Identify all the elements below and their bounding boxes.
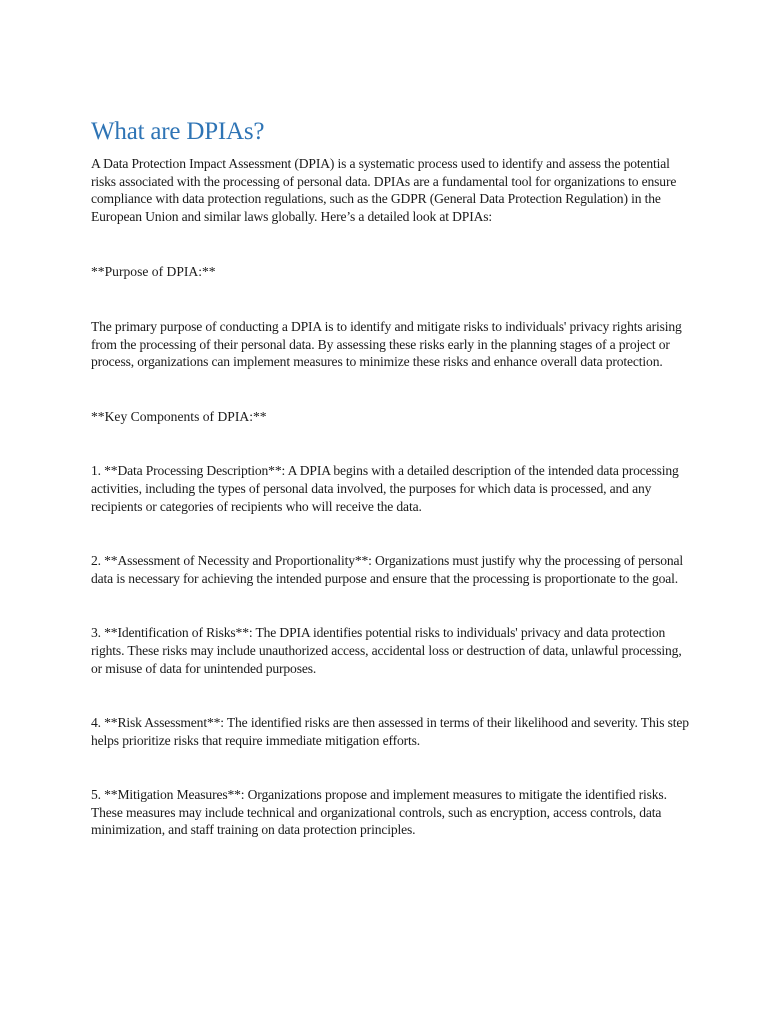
- spacer: [91, 515, 691, 552]
- page-title: What are DPIAs?: [91, 118, 265, 145]
- spacer: [91, 677, 691, 714]
- purpose-heading: **Purpose of DPIA:**: [91, 264, 216, 280]
- spacer: [91, 281, 691, 318]
- component-item-5: 5. **Mitigation Measures**: Organizations propose and implement measures to mitigate the identified risks. These measures may include technical and organizational controls, such as encryption, access controls, data minimization, and staff training on data protection principles.: [91, 787, 667, 838]
- spacer: [91, 425, 691, 462]
- components-heading: **Key Components of DPIA:**: [91, 408, 267, 424]
- spacer: [91, 225, 691, 263]
- intro-paragraph: A Data Protection Impact Assessment (DPIA) is a systematic process used to identify and assess the potential risks associated with the processing of personal data. DPIAs are a fundamental tool for organizations to ensure compliance with data protection regulations, such as the GDPR (General Data Protection Regulation) in the European Union and similar laws globally. Here’s a detailed look at DPIAs:: [91, 156, 677, 224]
- spacer: [91, 587, 691, 624]
- spacer: [91, 749, 691, 786]
- spacer: [91, 371, 691, 408]
- component-item-2: 2. **Assessment of Necessity and Proportionality**: Organizations must justify why the processing of personal data is necessary for achieving the intended purpose and ensure that the processing is proportionate to the goal.: [91, 553, 684, 586]
- component-item-4: 4. **Risk Assessment**: The identified risks are then assessed in terms of their likelihood and severity. This step helps prioritize risks that require immediate mitigation efforts.: [91, 715, 689, 748]
- component-item-1: 1. **Data Processing Description**: A DPIA begins with a detailed description of the intended data processing activities, including the types of personal data involved, the purposes for which data is processed, and any recipients or categories of recipients who will receive the data.: [91, 463, 679, 514]
- component-item-3: 3. **Identification of Risks**: The DPIA identifies potential risks to individuals' privacy and data protection rights. These risks may include unauthorized access, accidental loss or destruction of data, unlawful processing, or misuse of data for unintended purposes.: [91, 625, 682, 676]
- purpose-paragraph: The primary purpose of conducting a DPIA is to identify and mitigate risks to individuals' privacy rights arising from the processing of their personal data. By assessing these risks early in the planning stages of a project or process, organizations can implement measures to minimize these risks and enhance overall data protection.: [91, 318, 682, 370]
- document-page: [91, 116, 691, 839]
